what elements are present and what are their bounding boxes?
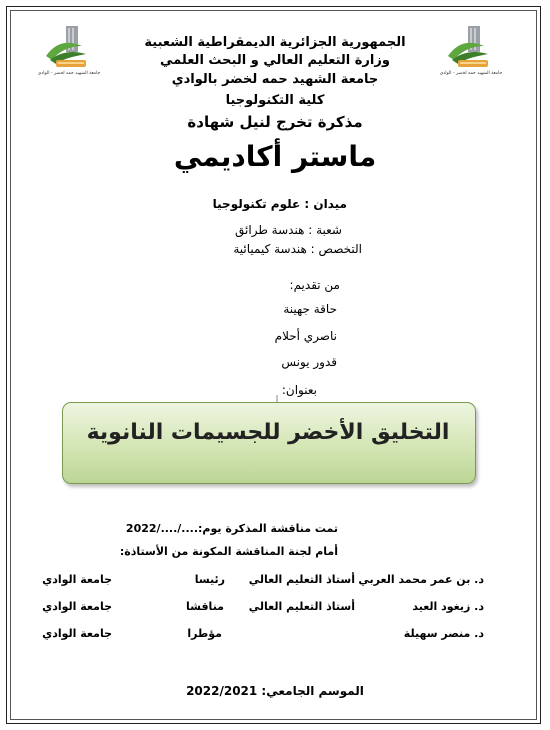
student-name: حاقة جهينة	[283, 302, 337, 316]
committee-member-institution: جامعة الوادي	[42, 627, 112, 640]
committee-member-name: د. زيغود العيد	[412, 600, 484, 613]
field-specialty: التخصص : هندسة كيميائية	[233, 242, 362, 256]
student-name: قدور يونس	[281, 355, 337, 369]
committee-member-name: د. منصر سهيلة	[403, 627, 484, 640]
committee-member-rank: أستاذ التعليم العالي	[248, 573, 355, 586]
committee-member-name: د. بن عمر محمد العربي	[358, 573, 484, 586]
topic-label: بعنوان:	[281, 383, 317, 397]
student-name: ناصري أحلام	[274, 329, 337, 343]
degree-title: ماستر أكاديمي	[173, 140, 377, 173]
committee-member-institution: جامعة الوادي	[42, 600, 112, 613]
committee-member-role: مؤطرا	[187, 627, 222, 640]
header-faculty: كلية التكنولوجيا	[225, 93, 325, 108]
committee-intro: أمام لجنة المناقشة المكونة من الأستاذة:	[119, 545, 338, 558]
header-thesis-type: مذكرة تخرج لنيل شهادة	[187, 113, 363, 131]
presented-by-label: من تقديم:	[289, 278, 340, 292]
logo-right-caption: جامعة الشهيد حمه لخضر - الوادي	[440, 71, 502, 76]
committee-member-role: رئيسا	[194, 573, 225, 586]
academic-year: الموسم الجامعي: 2022/2021	[186, 684, 364, 698]
committee-member-role: مناقشا	[186, 600, 224, 613]
committee-member-rank: أستاذ التعليم العالي	[248, 600, 355, 613]
thesis-title: التخليق الأخضر للجسيمات النانوية	[86, 420, 450, 445]
logo-left-caption: جامعة الشهيد حمه لخضر - الوادي	[38, 71, 100, 76]
header-university: جامعة الشهيد حمه لخضر بالوادي	[171, 72, 379, 87]
header-ministry: وزارة التعليم العالي و البحث العلمي	[160, 53, 390, 68]
defense-date: تمت مناقشة المذكرة يوم:..../..../2022	[125, 522, 338, 535]
header-republic: الجمهورية الجزائرية الديمقراطية الشعبية	[144, 35, 406, 50]
field-branch: شعبة : هندسة طرائق	[235, 223, 342, 237]
field-domain: ميدان : علوم تكنولوجيا	[212, 197, 347, 211]
committee-member-institution: جامعة الوادي	[42, 573, 112, 586]
